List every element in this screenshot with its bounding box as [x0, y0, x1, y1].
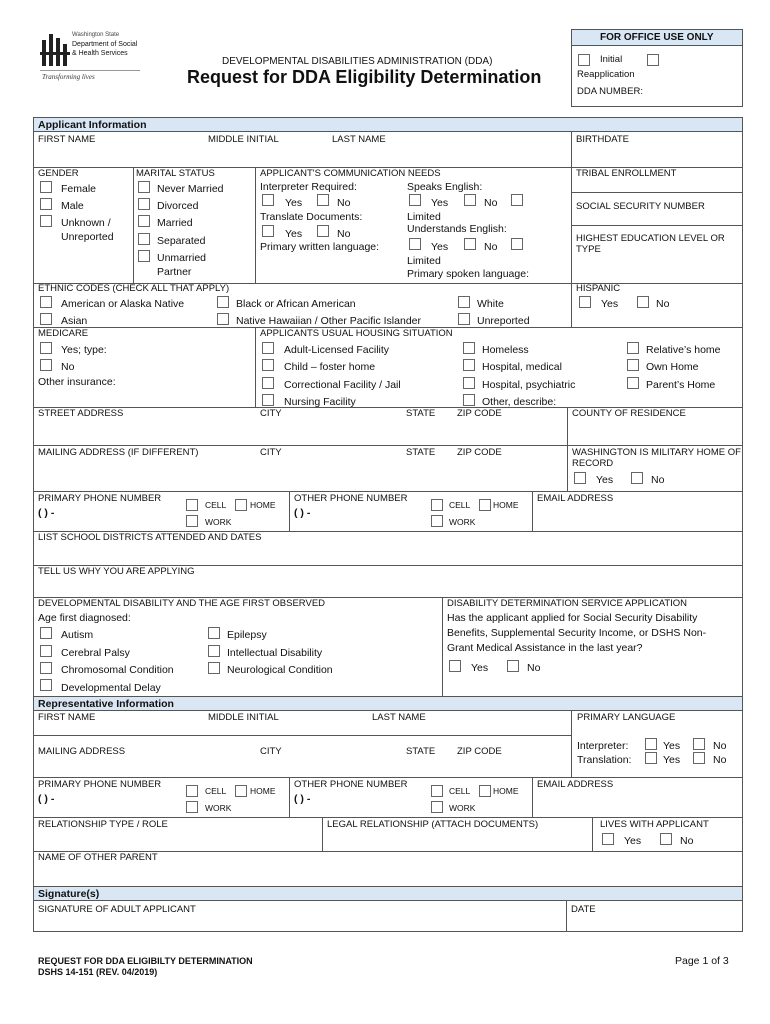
- primary-cell-checkbox[interactable]: [186, 499, 198, 511]
- other-work-checkbox[interactable]: [431, 515, 443, 527]
- rep-other-work-checkbox[interactable]: [431, 801, 443, 813]
- hawaiian-checkbox[interactable]: [217, 313, 229, 325]
- unknown-checkbox[interactable]: [40, 215, 52, 227]
- city-label: CITY: [260, 408, 282, 419]
- speaks-no-label: No: [484, 197, 498, 209]
- rep-translation-no-label: No: [713, 754, 727, 766]
- street-label: STREET ADDRESS: [38, 408, 124, 419]
- rep-translation-label: Translation:: [577, 754, 632, 766]
- footer-form-title: REQUEST FOR DDA ELIGIBILTY DETERMINATION: [38, 956, 253, 966]
- chromosomal-checkbox[interactable]: [40, 662, 52, 674]
- military-label: WASHINGTON IS MILITARY HOME OF RECORD: [572, 447, 741, 469]
- relatives-home-label: Relative’s home: [646, 344, 721, 356]
- dds-no-checkbox[interactable]: [507, 660, 519, 672]
- partner-label: Partner: [157, 266, 192, 278]
- military-no-checkbox[interactable]: [631, 472, 643, 484]
- correctional-label: Correctional Facility / Jail: [284, 379, 401, 391]
- agency-name: DEVELOPMENTAL DISABILITIES ADMINISTRATION (DDA): [222, 56, 493, 67]
- divorced-checkbox[interactable]: [138, 198, 150, 210]
- footer-form-number: DSHS 14-151 (REV. 04/2019): [38, 967, 158, 977]
- logo-tagline: Transforming lives: [42, 73, 95, 81]
- understands-limited-checkbox[interactable]: [511, 238, 523, 250]
- rep-primary-work-checkbox[interactable]: [186, 801, 198, 813]
- logo-line1: Washington State: [72, 32, 120, 38]
- rep-first-name-label: FIRST NAME: [38, 712, 96, 723]
- primary-work-label: WORK: [205, 517, 232, 527]
- cerebral-checkbox[interactable]: [40, 645, 52, 657]
- unreported-label: Unreported: [61, 231, 114, 243]
- autism-checkbox[interactable]: [40, 627, 52, 639]
- state-label: STATE: [406, 408, 436, 419]
- child-foster-label: Child – foster home: [284, 361, 376, 373]
- mailing-state-label: STATE: [406, 447, 436, 458]
- middle-initial-label: MIDDLE INITIAL: [208, 134, 279, 145]
- signature-date-label: DATE: [571, 904, 596, 915]
- unmarried-label: Unmarried: [157, 252, 207, 264]
- medicare-no-checkbox[interactable]: [40, 359, 52, 371]
- asian-checkbox[interactable]: [40, 313, 52, 325]
- applicant-section-header: Applicant Information: [33, 117, 743, 132]
- understands-limited-label: Limited: [407, 255, 441, 267]
- rep-primary-home-label: HOME: [250, 786, 276, 796]
- signature-section-header: Signature(s): [33, 886, 743, 901]
- rep-other-home-label: HOME: [493, 786, 519, 796]
- rep-other-cell-label: CELL: [449, 786, 471, 796]
- separated-label: Separated: [157, 235, 206, 247]
- asian-label: Asian: [61, 315, 88, 327]
- translate-yes-checkbox[interactable]: [262, 225, 274, 237]
- own-home-checkbox[interactable]: [627, 359, 639, 371]
- tribal-label: TRIBAL ENROLLMENT: [576, 168, 677, 179]
- rep-lives-yes-label: Yes: [624, 835, 642, 847]
- interpreter-no-checkbox[interactable]: [317, 194, 329, 206]
- dshs-logo-icon: [40, 32, 70, 68]
- hispanic-yes-label: Yes: [601, 298, 619, 310]
- rep-lives-no-checkbox[interactable]: [660, 833, 672, 845]
- other-phone-label: OTHER PHONE NUMBER: [294, 493, 408, 504]
- parents-home-label: Parent’s Home: [646, 379, 716, 391]
- translate-no-label: No: [337, 228, 351, 240]
- logo-line3: & Health Services: [72, 50, 128, 57]
- rep-interpreter-yes-checkbox[interactable]: [645, 738, 657, 750]
- why-label: TELL US WHY YOU ARE APPLYING: [38, 566, 195, 577]
- speaks-yes-checkbox[interactable]: [409, 194, 421, 206]
- rep-lives-with-label: LIVES WITH APPLICANT: [600, 819, 709, 830]
- education-label: HIGHEST EDUCATION LEVEL OR TYPE: [576, 233, 725, 255]
- comm-needs-label: APPLICANT'S COMMUNICATION NEEDS: [260, 168, 441, 179]
- other-phone-field[interactable]: ( ) -: [294, 507, 311, 519]
- interpreter-yes-label: Yes: [285, 197, 303, 209]
- rep-interpreter-no-checkbox[interactable]: [693, 738, 705, 750]
- divorced-label: Divorced: [157, 200, 199, 212]
- primary-cell-label: CELL: [205, 500, 227, 510]
- mailing-zip-label: ZIP CODE: [457, 447, 502, 458]
- rep-state-label: STATE: [406, 746, 436, 757]
- chromosomal-label: Chromosomal Condition: [61, 664, 174, 676]
- male-label: Male: [61, 200, 84, 212]
- unmarried-checkbox[interactable]: [138, 250, 150, 262]
- rep-interpreter-yes-label: Yes: [663, 740, 681, 752]
- homeless-checkbox[interactable]: [463, 342, 475, 354]
- hospital-medical-label: Hospital, medical: [482, 361, 562, 373]
- never-married-label: Never Married: [157, 183, 224, 195]
- signature-label: SIGNATURE OF ADULT APPLICANT: [38, 904, 196, 915]
- county-label: COUNTY OF RESIDENCE: [572, 408, 686, 419]
- dds-yes-label: Yes: [471, 662, 489, 674]
- office-heading: FOR OFFICE USE ONLY: [600, 32, 714, 43]
- cerebral-label: Cerebral Palsy: [61, 647, 130, 659]
- rep-primary-work-label: WORK: [205, 803, 232, 813]
- intellectual-label: Intellectual Disability: [227, 647, 323, 659]
- email-label: EMAIL ADDRESS: [537, 493, 614, 504]
- dds-question-1: Has the applicant applied for Social Security Disability: [447, 612, 698, 624]
- hawaiian-label: Native Hawaiian / Other Pacific Islander: [236, 315, 421, 327]
- translate-no-checkbox[interactable]: [317, 225, 329, 237]
- rep-translation-no-checkbox[interactable]: [693, 752, 705, 764]
- first-name-field[interactable]: [36, 146, 566, 164]
- rep-lives-yes-checkbox[interactable]: [602, 833, 614, 845]
- married-checkbox[interactable]: [138, 215, 150, 227]
- military-no-label: No: [651, 474, 665, 486]
- rep-last-name-label: LAST NAME: [372, 712, 426, 723]
- reapplication-checkbox[interactable]: [647, 54, 659, 66]
- adult-licensed-checkbox[interactable]: [262, 342, 274, 354]
- unreported-ethnic-label: Unreported: [477, 315, 530, 327]
- other-home-label: HOME: [493, 500, 519, 510]
- primary-work-checkbox[interactable]: [186, 515, 198, 527]
- black-checkbox[interactable]: [217, 296, 229, 308]
- gender-label: GENDER: [38, 168, 79, 179]
- american-label: American or Alaska Native: [61, 298, 185, 310]
- page-title: Request for DDA Eligibility Determination: [187, 67, 542, 87]
- female-checkbox[interactable]: [40, 181, 52, 193]
- speaks-yes-label: Yes: [431, 197, 449, 209]
- rep-other-phone-field[interactable]: ( ) -: [294, 793, 311, 805]
- dda-number-label: DDA NUMBER:: [577, 86, 643, 97]
- first-name-label: FIRST NAME: [38, 134, 96, 145]
- ethnic-label: ETHNIC CODES (CHECK ALL THAT APPLY): [38, 283, 230, 294]
- dds-question-2: Benefits, Supplemental Security Income, or DSHS Non-: [447, 627, 707, 639]
- primary-phone-label: PRIMARY PHONE NUMBER: [38, 493, 162, 504]
- age-first-label: Age first diagnosed:: [38, 612, 131, 624]
- male-checkbox[interactable]: [40, 198, 52, 210]
- understands-yes-checkbox[interactable]: [409, 238, 421, 250]
- rep-legal-label: LEGAL RELATIONSHIP (ATTACH DOCUMENTS): [327, 819, 539, 830]
- developmental-label: Developmental Delay: [61, 682, 161, 694]
- rep-primary-phone-label: PRIMARY PHONE NUMBER: [38, 779, 162, 790]
- dds-no-label: No: [527, 662, 541, 674]
- medicare-yes-checkbox[interactable]: [40, 342, 52, 354]
- female-label: Female: [61, 183, 97, 195]
- logo-line2: Department of Social: [72, 41, 138, 48]
- other-cell-checkbox[interactable]: [431, 499, 443, 511]
- rep-translation-yes-checkbox[interactable]: [645, 752, 657, 764]
- rep-translation-yes-label: Yes: [663, 754, 681, 766]
- nursing-label: Nursing Facility: [284, 396, 356, 408]
- hispanic-label: HISPANIC: [576, 283, 621, 294]
- rep-primary-phone-field[interactable]: ( ) -: [38, 793, 55, 805]
- understands-yes-label: Yes: [431, 241, 449, 253]
- never-married-checkbox[interactable]: [138, 181, 150, 193]
- neurological-label: Neurological Condition: [227, 664, 333, 676]
- other-describe-label: Other, describe:: [482, 396, 557, 408]
- rep-other-cell-checkbox[interactable]: [431, 785, 443, 797]
- mailing-city-label: CITY: [260, 447, 282, 458]
- rep-interpreter-no-label: No: [713, 740, 727, 752]
- dev-disability-label: DEVELOPMENTAL DISABILITY AND THE AGE FIRST OBSERVED: [38, 598, 326, 609]
- other-work-label: WORK: [449, 517, 476, 527]
- rep-primary-home-checkbox[interactable]: [235, 785, 247, 797]
- ssn-label: SOCIAL SECURITY NUMBER: [576, 201, 705, 212]
- rep-city-label: CITY: [260, 746, 282, 757]
- white-checkbox[interactable]: [458, 296, 470, 308]
- zip-label: ZIP CODE: [457, 408, 502, 419]
- other-home-checkbox[interactable]: [479, 499, 491, 511]
- signature-field[interactable]: [36, 916, 562, 930]
- unreported-ethnic-checkbox[interactable]: [458, 313, 470, 325]
- spoken-language-label: Primary spoken language:: [407, 268, 529, 280]
- own-home-label: Own Home: [646, 361, 699, 373]
- rep-zip-label: ZIP CODE: [457, 746, 502, 757]
- footer-page-number: Page 1 of 3: [675, 955, 729, 967]
- white-label: White: [477, 298, 504, 310]
- adult-licensed-label: Adult-Licensed Facility: [284, 344, 390, 356]
- school-label: LIST SCHOOL DISTRICTS ATTENDED AND DATES: [38, 532, 262, 543]
- understands-no-checkbox[interactable]: [464, 238, 476, 250]
- epilepsy-checkbox[interactable]: [208, 627, 220, 639]
- child-foster-checkbox[interactable]: [262, 359, 274, 371]
- medicare-no-label: No: [61, 361, 75, 373]
- housing-label: APPLICANTS USUAL HOUSING SITUATION: [260, 328, 453, 339]
- intellectual-checkbox[interactable]: [208, 645, 220, 657]
- other-parent-label: NAME OF OTHER PARENT: [38, 852, 158, 863]
- medicare-label: MEDICARE: [38, 328, 89, 339]
- parents-home-checkbox[interactable]: [627, 377, 639, 389]
- rep-lives-no-label: No: [680, 835, 694, 847]
- correctional-checkbox[interactable]: [262, 377, 274, 389]
- relatives-home-checkbox[interactable]: [627, 342, 639, 354]
- separated-checkbox[interactable]: [138, 233, 150, 245]
- dds-label: DISABILITY DETERMINATION SERVICE APPLICATION: [447, 598, 688, 609]
- translate-yes-label: Yes: [285, 228, 303, 240]
- other-insurance-label: Other insurance:: [38, 376, 116, 388]
- dds-yes-checkbox[interactable]: [449, 660, 461, 672]
- initial-label: Initial: [600, 54, 623, 65]
- rep-language-label: PRIMARY LANGUAGE: [577, 712, 676, 723]
- developmental-checkbox[interactable]: [40, 679, 52, 691]
- dds-question-3: Grant Medical Assistance in the last year?: [447, 642, 643, 654]
- rep-email-label: EMAIL ADDRESS: [537, 779, 614, 790]
- military-yes-label: Yes: [596, 474, 614, 486]
- rep-primary-cell-checkbox[interactable]: [186, 785, 198, 797]
- rep-other-work-label: WORK: [449, 803, 476, 813]
- mailing-label: MAILING ADDRESS (IF DIFFERENT): [38, 447, 199, 458]
- interpreter-label: Interpreter Required:: [260, 181, 357, 193]
- primary-home-checkbox[interactable]: [235, 499, 247, 511]
- initial-checkbox[interactable]: [578, 54, 590, 66]
- translate-label: Translate Documents:: [260, 211, 363, 223]
- black-label: Black or African American: [236, 298, 356, 310]
- hispanic-yes-checkbox[interactable]: [579, 296, 591, 308]
- reapplication-label: Reapplication: [577, 69, 635, 80]
- understands-label: Understands English:: [407, 223, 507, 235]
- hispanic-no-checkbox[interactable]: [637, 296, 649, 308]
- rep-middle-initial-label: MIDDLE INITIAL: [208, 712, 279, 723]
- written-language-label: Primary written language:: [260, 241, 380, 253]
- rep-mailing-label: MAILING ADDRESS: [38, 746, 126, 757]
- interpreter-no-label: No: [337, 197, 351, 209]
- interpreter-yes-checkbox[interactable]: [262, 194, 274, 206]
- other-describe-checkbox[interactable]: [463, 394, 475, 406]
- rep-section-header: Representative Information: [33, 696, 743, 711]
- marital-label: MARITAL STATUS: [136, 168, 215, 179]
- medicare-yes-label: Yes; type:: [61, 344, 107, 356]
- hospital-psychiatric-label: Hospital, psychiatric: [482, 379, 576, 391]
- speaks-english-label: Speaks English:: [407, 181, 483, 193]
- dshs-logo: [40, 32, 140, 84]
- homeless-label: Homeless: [482, 344, 529, 356]
- rep-other-home-checkbox[interactable]: [479, 785, 491, 797]
- rep-primary-cell-label: CELL: [205, 786, 227, 796]
- military-yes-checkbox[interactable]: [574, 472, 586, 484]
- understands-no-label: No: [484, 241, 498, 253]
- epilepsy-label: Epilepsy: [227, 629, 267, 641]
- rep-other-phone-label: OTHER PHONE NUMBER: [294, 779, 408, 790]
- hispanic-no-label: No: [656, 298, 670, 310]
- primary-phone-field[interactable]: ( ) -: [38, 507, 55, 519]
- rep-interpreter-label: Interpreter:: [577, 740, 629, 752]
- unknown-label: Unknown /: [61, 217, 111, 229]
- married-label: Married: [157, 217, 193, 229]
- american-checkbox[interactable]: [40, 296, 52, 308]
- speaks-no-checkbox[interactable]: [464, 194, 476, 206]
- hospital-psychiatric-checkbox[interactable]: [463, 377, 475, 389]
- neurological-checkbox[interactable]: [208, 662, 220, 674]
- speaks-limited-checkbox[interactable]: [511, 194, 523, 206]
- autism-label: Autism: [61, 629, 94, 641]
- other-cell-label: CELL: [449, 500, 471, 510]
- nursing-checkbox[interactable]: [262, 394, 274, 406]
- primary-home-label: HOME: [250, 500, 276, 510]
- birthdate-label: BIRTHDATE: [576, 134, 629, 145]
- rep-relationship-label: RELATIONSHIP TYPE / ROLE: [38, 819, 168, 830]
- speaks-limited-label: Limited: [407, 211, 441, 223]
- last-name-label: LAST NAME: [332, 134, 386, 145]
- hospital-medical-checkbox[interactable]: [463, 359, 475, 371]
